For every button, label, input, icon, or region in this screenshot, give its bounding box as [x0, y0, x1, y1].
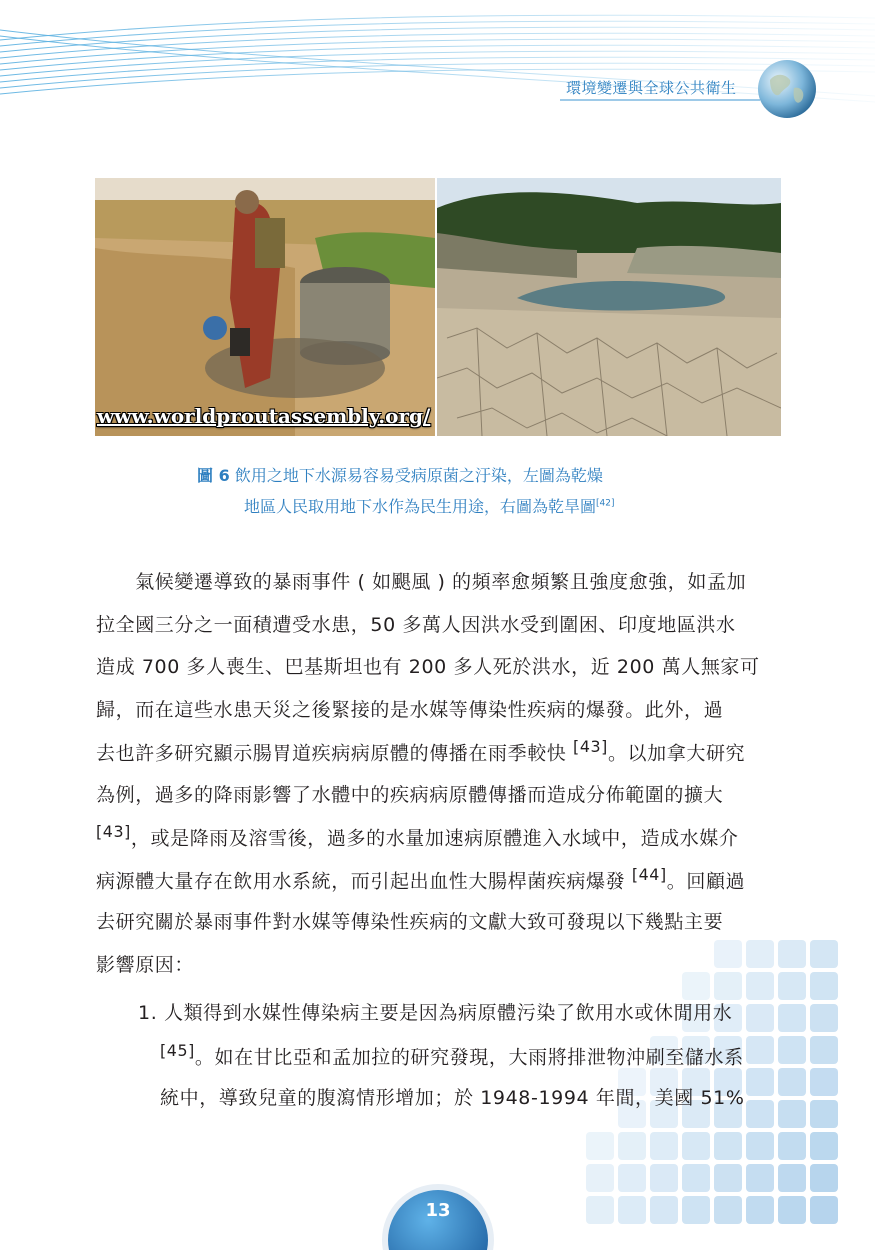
body-line: 影響原因： [96, 953, 195, 976]
body-line: 歸，而在這些水患天災之後緊接的是水媒等傳染性疾病的爆發。此外，過 [96, 698, 724, 721]
decor-tile [586, 1164, 614, 1192]
list-item-line [138, 1041, 788, 1084]
decor-tile [714, 1196, 742, 1224]
body-line [96, 737, 784, 780]
page-number: 13 [425, 1200, 451, 1221]
body-line: 拉全國三分之一面積遭受水患，50 多萬人因洪水受到圍困、印度地區洪水 [96, 613, 736, 636]
well-photo-illustration [95, 178, 435, 436]
decor-tile [682, 1196, 710, 1224]
decor-tile [746, 1196, 774, 1224]
running-header-title: 環境變遷與全球公共衛生 [566, 79, 737, 97]
decor-tile [810, 972, 838, 1000]
body-line [96, 865, 784, 908]
figure-caption-text2: 地區人民取用地下水作為民生用途，右圖為乾旱圖 [244, 497, 597, 516]
citation-ref: [43] [96, 822, 131, 841]
decor-tile [682, 1132, 710, 1160]
list-item-text: 。如在甘比亞和孟加拉的研究發現，大雨將排泄物沖刷至儲水系 [194, 1045, 744, 1068]
decor-tile [586, 1132, 614, 1160]
list-item-line: 統中，導致兒童的腹瀉情形增加；於 1948-1994 年間，美國 51% [160, 1087, 745, 1109]
decor-tile [778, 1164, 806, 1192]
decor-tile [746, 1164, 774, 1192]
decor-tile [682, 1164, 710, 1192]
decor-tile [618, 1164, 646, 1192]
body-line: 去研究關於暴雨事件對水媒等傳染性疾病的文獻大致可發現以下幾點主要 [96, 911, 724, 933]
figure-caption-ref: [42] [596, 498, 615, 509]
decor-tile [618, 1196, 646, 1224]
body-line [96, 822, 784, 865]
figure-caption-line2 [244, 492, 764, 522]
list-item-number: 1. [138, 1002, 158, 1024]
body-line: 造成 700 多人喪生、巴基斯坦也有 200 多人死於洪水，近 200 萬人無家可 [96, 656, 760, 678]
figure-left-photo [95, 178, 435, 436]
decor-tile [810, 1196, 838, 1224]
decor-tile [778, 1132, 806, 1160]
body-line-text: 。回顧過 [666, 869, 746, 892]
decor-tile [714, 1164, 742, 1192]
list-item-text: 人類得到水媒性傳染病主要是因為病原體污染了飲用水或休閒用水 [163, 1002, 733, 1024]
decor-tile [810, 1132, 838, 1160]
decor-tile [810, 1100, 838, 1128]
page-number-badge [378, 1180, 498, 1250]
decor-tile [810, 1068, 838, 1096]
decor-tile [810, 1036, 838, 1064]
decor-tile [650, 1132, 678, 1160]
body-line: 氣候變遷導致的暴雨事件 ( 如颶風 ) 的頻率愈頻繁且強度愈強，如孟加 [96, 571, 747, 593]
decor-tile [778, 1196, 806, 1224]
decor-tile [650, 1164, 678, 1192]
list-item [138, 998, 788, 1126]
body-line-text: ，或是降雨及溶雪後，過多的水量加速病原體進入水域中，造成水媒介 [130, 827, 739, 850]
citation-ref: [43] [573, 737, 608, 756]
decor-tile [618, 1132, 646, 1160]
figure-right-photo [437, 178, 781, 436]
body-line-text: 。以加拿大研究 [607, 742, 746, 765]
citation-ref: [44] [631, 864, 667, 884]
drought-photo-illustration [437, 178, 781, 436]
decor-tile [746, 1132, 774, 1160]
figure-watermark-url: www.worldproutassembly.org/ [97, 404, 431, 428]
body-paragraph [96, 567, 784, 992]
figure-label: 圖 6 [197, 466, 230, 485]
decor-tile [810, 1164, 838, 1192]
figure-caption-text1: 飲用之地下水源易容易受病原菌之汙染，左圖為乾燥 [234, 466, 603, 485]
figure-caption-line1 [197, 461, 717, 491]
citation-ref: [45] [160, 1040, 195, 1060]
decor-tile [810, 940, 838, 968]
body-line-text: 去也許多研究顯示腸胃道疾病病原體的傳播在雨季較快 [96, 742, 567, 765]
decor-tile [650, 1196, 678, 1224]
list-item-line [138, 998, 788, 1041]
body-line-text: 病源體大量存在飲用水系統，而引起出血性大腸桿菌疾病爆發 [96, 869, 626, 892]
body-line: 為例，過多的降雨影響了水體中的疾病病原體傳播而造成分佈範圍的擴大 [96, 783, 724, 806]
decor-tile [586, 1196, 614, 1224]
decor-tile [810, 1004, 838, 1032]
decor-tile [714, 1132, 742, 1160]
